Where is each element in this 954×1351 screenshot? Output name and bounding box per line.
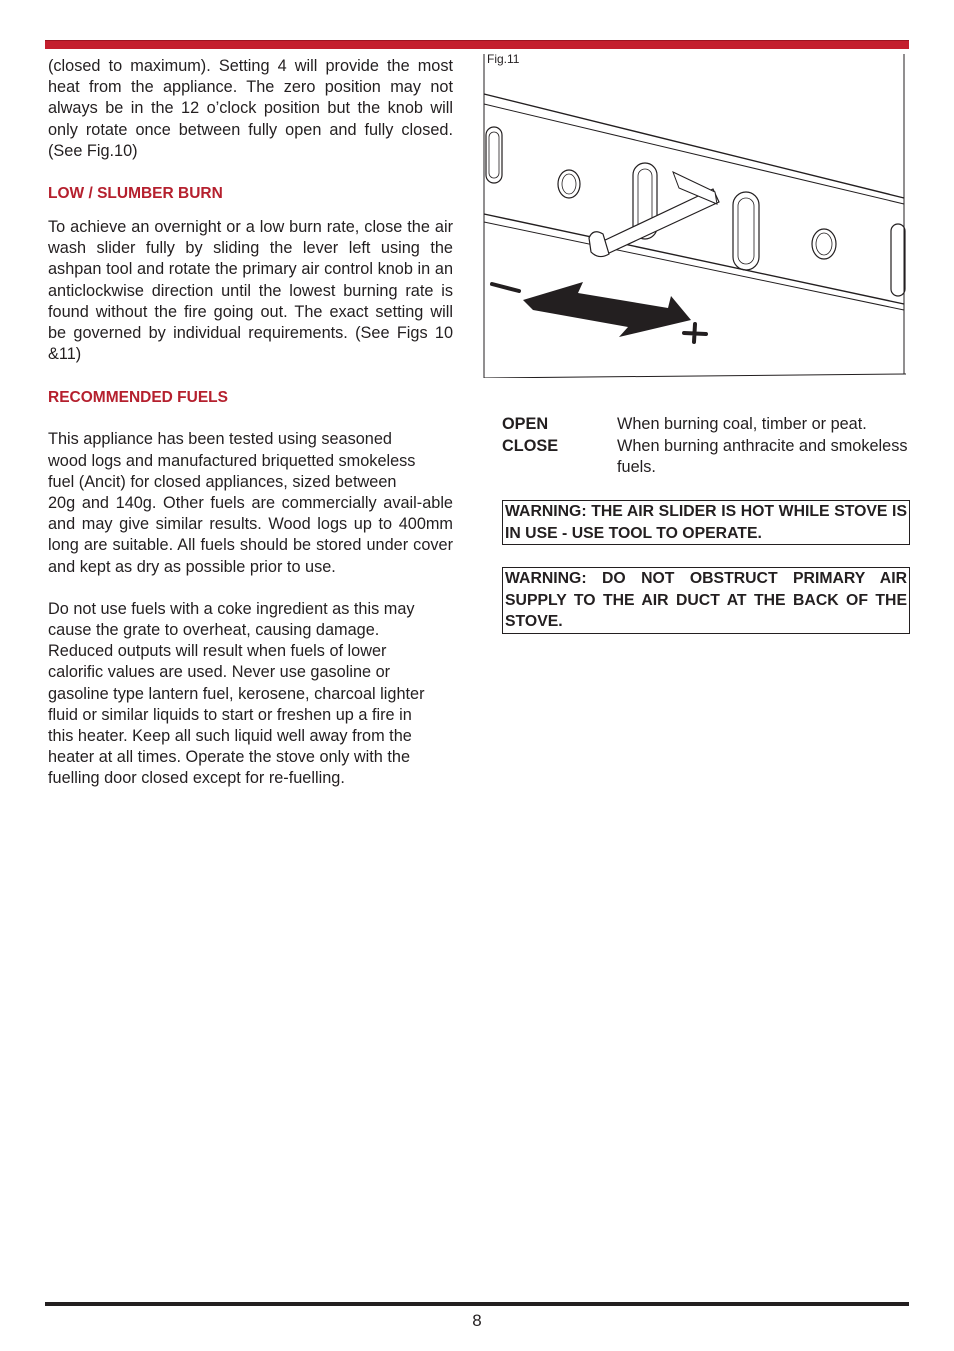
low-burn-paragraph: To achieve an overnight or a low burn rate, close the air wash slider fully by sliding the lever left using the ashpan tool and rotate the primary air control knob in an anticlockwise direction until the lowest burning rate is found without the fire going out. The exact setting will be governed by individual requirements. (See Figs 10 &11) bbox=[48, 218, 453, 364]
setting-key: OPEN bbox=[502, 415, 549, 433]
fuels-line: cause the grate to overheat, causing damage. bbox=[48, 621, 380, 640]
fuels-line: This appliance has been tested using seasoned bbox=[48, 430, 392, 449]
figure-label: Fig.11 bbox=[487, 52, 520, 66]
fuels-line: Reduced outputs will result when fuels of lower bbox=[48, 642, 387, 661]
setting-row-open bbox=[502, 414, 912, 436]
fuels-line: this heater. Keep all such liquid well away from the bbox=[48, 727, 412, 746]
low-burn-heading: LOW / SLUMBER BURN bbox=[48, 185, 223, 203]
left-column bbox=[48, 56, 453, 790]
bottom-rule bbox=[45, 1302, 909, 1306]
intro-paragraph: (closed to maximum). Setting 4 will provide the most heat from the appliance. The zero position may not always be in the 12 o’clock position but the knob will only rotate once between fully open and fully closed. (See Fig.10) bbox=[48, 57, 453, 160]
fuels-line: fuel (Ancit) for closed appliances, sized between bbox=[48, 472, 397, 491]
top-rule bbox=[45, 40, 909, 49]
page-number: 8 bbox=[472, 1311, 482, 1330]
fuels-rest: 20g and 140g. Other fuels are commercially avail-able and may give similar results. Wood logs up to 400mm long are suitable. All fuels should be stored under cover and kept as dry as possible prior to use. bbox=[48, 494, 453, 576]
fuels-line: gasoline type lantern fuel, kerosene, charcoal lighter bbox=[48, 684, 425, 703]
fuels-paragraph-1 bbox=[48, 429, 453, 577]
fuels-line: calorific values are used. Never use gasoline or bbox=[48, 663, 391, 682]
warning-hot-slider: WARNING: THE AIR SLIDER IS HOT WHILE STOVE IS IN USE - USE TOOL TO OPERATE. bbox=[502, 500, 910, 545]
fuels-line: heater at all times. Operate the stove only with the bbox=[48, 748, 410, 767]
fuels-line: fluid or similar liquids to start or freshen up a fire in bbox=[48, 705, 412, 724]
setting-row-close bbox=[502, 436, 912, 479]
setting-key: CLOSE bbox=[502, 436, 559, 455]
fuels-heading: RECOMMENDED FUELS bbox=[48, 389, 228, 407]
warning-air-supply: WARNING: DO NOT OBSTRUCT PRIMARY AIR SUPPLY TO THE AIR DUCT AT THE BACK OF THE STOVE. bbox=[502, 567, 910, 634]
fuels-line: Do not use fuels with a coke ingredient as this may bbox=[48, 599, 415, 618]
air-slider-illustration bbox=[483, 52, 906, 378]
fuels-paragraph-2 bbox=[48, 599, 453, 790]
air-slider-figure bbox=[483, 52, 906, 378]
fuels-line: wood logs and manufactured briquetted smokeless bbox=[48, 451, 416, 470]
fuels-line: fuelling door closed except for re-fuelling. bbox=[48, 769, 345, 788]
air-setting-table bbox=[502, 414, 912, 479]
setting-description: When burning coal, timber or peat. bbox=[617, 415, 867, 433]
setting-description: When burning anthracite and smokeless fuels. bbox=[617, 436, 908, 476]
